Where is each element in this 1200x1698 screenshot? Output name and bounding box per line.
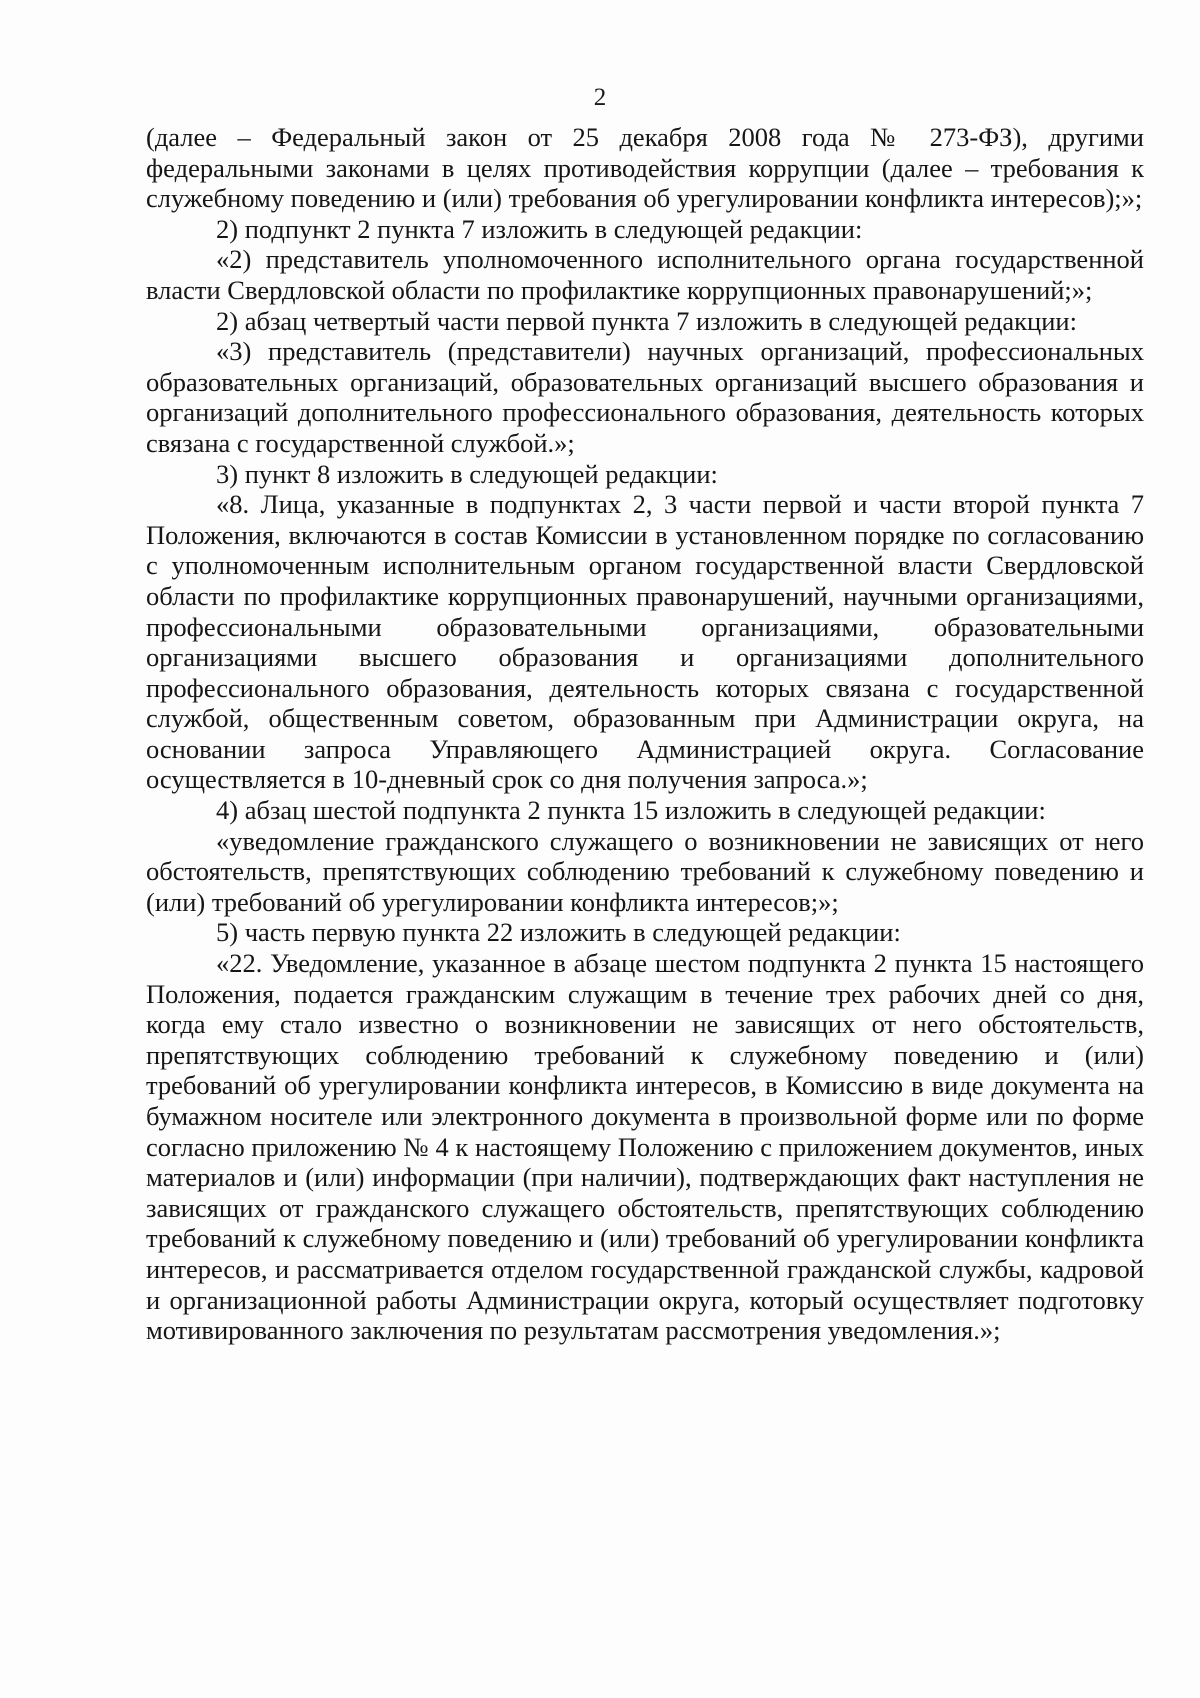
paragraph: «8. Лица, указанные в подпунктах 2, 3 части первой и части второй пункта 7 Положения, включаются в состав Комиссии в установленном порядке по согласованию с уполномоченным исполнительным органом государственной власти Свердловской области по профилактике коррупционных правонарушений, научными организациями, профессиональными образовательными организациями, образовательными организациями высшего образования и организациями дополнительного профессионального образования, деятельность которых связана с государственной службой, общественным советом, образованным при Администрации округа, на основании запроса Управляющего Администрацией округа. Согласование осуществляется в 10-дневный срок со дня получения запроса.»;: [146, 489, 1144, 795]
paragraph: 4) абзац шестой подпункта 2 пункта 15 изложить в следующей редакции:: [216, 795, 1046, 826]
page-number: 2: [593, 84, 607, 111]
paragraph: 5) часть первую пункта 22 изложить в следующей редакции:: [216, 917, 901, 948]
paragraph: «2) представитель уполномоченного исполнительного органа государственной власти Свердловской области по профилактике коррупционных правонарушений;»;: [146, 244, 1144, 305]
paragraph: «3) представитель (представители) научных организаций, профессиональных образовательных организаций, образовательных организаций высшего образования и организаций дополнительного профессионального образования, деятельность которых связана с государственной службой.»;: [146, 336, 1144, 458]
document-body: [146, 122, 1144, 1346]
paragraph: «уведомление гражданского служащего о возникновении не зависящих от него обстоятельств, препятствующих соблюдению требований к служебному поведению и (или) требований об урегулировании конфликта интересов;»;: [146, 825, 1144, 917]
paragraph: 2) подпункт 2 пункта 7 изложить в следующей редакции:: [216, 213, 863, 244]
paragraph: «22. Уведомление, указанное в абзаце шестом подпункта 2 пункта 15 настоящего Положения, подается гражданским служащим в течение трех рабочих дней со дня, когда ему стало известно о возникновении не зависящих от него обстоятельств, препятствующих соблюдению требований к служебному поведению и (или) требований об урегулировании конфликта интересов, в Комиссию в виде документа на бумажном носителе или электронного документа в произвольной форме или по форме согласно приложению № 4 к настоящему Положению с приложением документов, иных материалов и (или) информации (при наличии), подтверждающих факт наступления не зависящих от гражданского служащего обстоятельств, препятствующих соблюдению требований к служебному поведению и (или) требований об урегулировании конфликта интересов, и рассматривается отделом государственной гражданской службы, кадровой и организационной работы Администрации округа, который осуществляет подготовку мотивированного заключения по результатам рассмотрения уведомления.»;: [146, 948, 1144, 1346]
paragraph: 3) пункт 8 изложить в следующей редакции:: [216, 458, 718, 489]
paragraph: (далее – Федеральный закон от 25 декабря 2008 года № 273-ФЗ), другими федеральными законами в целях противодействия коррупции (далее – требования к служебному поведению и (или) требования об урегулировании конфликта интересов);»;: [146, 122, 1144, 214]
paragraph: 2) абзац четвертый части первой пункта 7 изложить в следующей редакции:: [216, 305, 1077, 336]
